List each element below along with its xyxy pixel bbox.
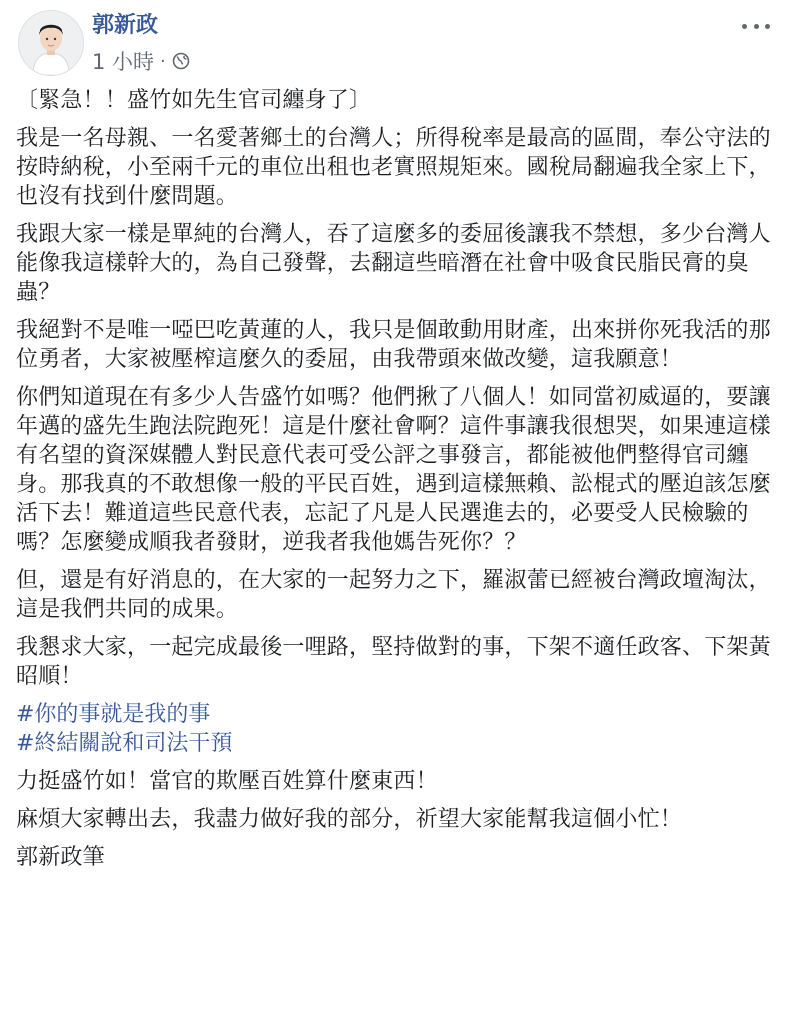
post-meta bbox=[92, 48, 190, 74]
post-signature: 郭新政筆 bbox=[16, 845, 105, 870]
post-paragraph: 我懇求大家，一起完成最後一哩路，堅持做對的事，下架不適任政客、下架黃昭順！ bbox=[16, 635, 771, 689]
post-body bbox=[16, 86, 776, 881]
post-timestamp[interactable]: 1 小時 bbox=[92, 50, 155, 74]
hashtag-link[interactable]: #終結關說和司法干預 bbox=[16, 731, 233, 756]
post-paragraph: 我絕對不是唯一啞巴吃黃蓮的人，我只是個敢動用財產，出來拼你死我活的那位勇者，大家被壓榨這麼久的委屈，由我帶頭來做改變，這我願意！ bbox=[16, 318, 771, 372]
hashtag-list bbox=[16, 700, 776, 758]
post-paragraph: 力挺盛竹如！當官的欺壓百姓算什麼東西！ bbox=[16, 769, 438, 794]
post-paragraph: 我是一名母親、一名愛著鄉土的台灣人；所得稅率是最高的區間，奉公守法的按時納稅，小至兩千元的車位出租也老實照規矩來。國稅局翻遍我全家上下，也沒有找到什麼問題。 bbox=[16, 126, 771, 209]
post-paragraph: 你們知道現在有多少人告盛竹如嗎？他們揪了八個人！如同當初威逼的，要讓年邁的盛先生跑法院跑死！這是什麼社會啊？這件事讓我很想哭，如果連這樣有名望的資深媒體人對民意代表可受公評之事發言，都能被他們整得官司纏身。那我真的不敢想像一般的平民百姓，遇到這樣無賴、訟棍式的壓迫該怎麼活下去！難道這些民意代表，忘記了凡是人民選進去的，必要受人民檢驗的嗎？怎麼變成順我者發財，逆我者我他媽告死你？？ bbox=[16, 385, 771, 555]
more-options-icon[interactable] bbox=[742, 18, 770, 34]
post-paragraph: 我跟大家一樣是單純的台灣人，吞了這麼多的委屈後讓我不禁想，多少台灣人能像我這樣幹大的，為自己發聲，去翻這些暗潛在社會中吸食民脂民膏的臭蟲？ bbox=[16, 222, 771, 305]
author-name[interactable]: 郭新政 bbox=[92, 13, 159, 38]
post-header bbox=[16, 8, 776, 78]
hashtag-link[interactable]: #你的事就是我的事 bbox=[16, 702, 211, 727]
meta-separator: · bbox=[160, 50, 166, 72]
post-paragraph: 但，還是有好消息的，在大家的一起努力之下，羅淑蕾已經被台灣政壇淘汰，這是我們共同的成果。 bbox=[16, 568, 771, 622]
avatar[interactable] bbox=[18, 10, 84, 76]
post-paragraph: 麻煩大家轉出去，我盡力做好我的部分，祈望大家能幫我這個小忙！ bbox=[16, 807, 683, 832]
avatar-photo bbox=[19, 11, 83, 75]
globe-icon[interactable] bbox=[172, 52, 190, 70]
post-title: 〔緊急！！盛竹如先生官司纏身了〕 bbox=[16, 88, 372, 113]
